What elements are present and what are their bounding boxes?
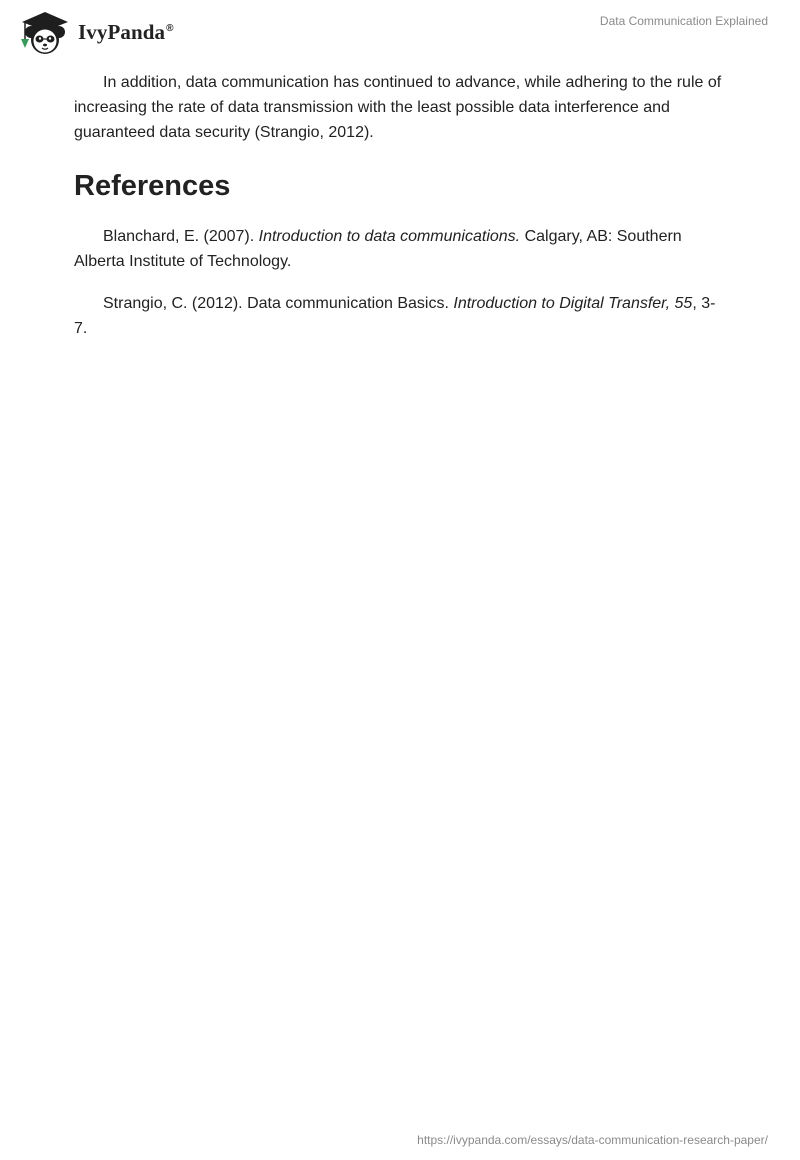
panda-graduate-logo-icon bbox=[16, 8, 74, 56]
reference-title: Introduction to data communications. bbox=[258, 228, 521, 245]
document-body bbox=[74, 70, 726, 358]
source-url-link[interactable]: https://ivypanda.com/essays/data-communication-research-paper/ bbox=[417, 1133, 768, 1147]
brand-name: IvyPanda® bbox=[78, 19, 174, 44]
body-paragraph: In addition, data communication has continued to advance, while adhering to the rule of increasing the rate of data transmission with the least possible data interference and guaranteed data security (Strangio, 2012). bbox=[74, 74, 722, 141]
reference-entry: Strangio, C. (2012). Data communication Basics. Introduction to Digital Transfer, 55, 3-7. bbox=[74, 295, 716, 337]
page-header bbox=[0, 0, 800, 66]
document-title: Data Communication Explained bbox=[599, 14, 768, 28]
reference-journal: Introduction to Digital Transfer, 55 bbox=[453, 295, 693, 312]
reference-entry: Blanchard, E. (2007). Introduction to data communications. Calgary, AB: Southern Alberta Institute of Technology. bbox=[74, 228, 682, 270]
ivypanda-logo[interactable] bbox=[16, 8, 174, 56]
registered-mark: ® bbox=[166, 22, 174, 34]
references-heading: References bbox=[74, 170, 231, 202]
